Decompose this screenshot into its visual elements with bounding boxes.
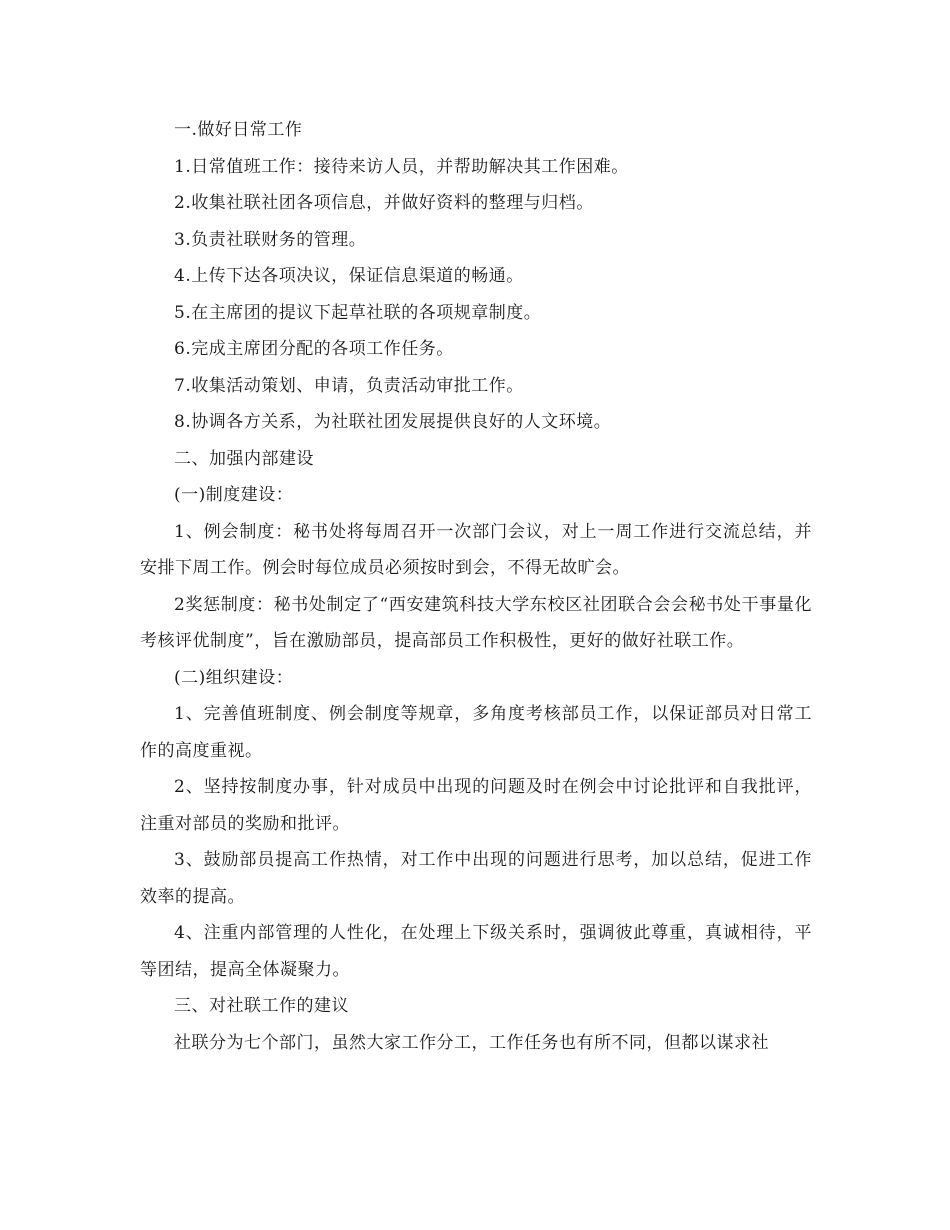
subsection-heading-organization: (二)组织建设： xyxy=(174,667,294,688)
list-item: 5.在主席团的提议下起草社联的各项规章制度。 xyxy=(174,302,542,323)
paragraph: 社联分为七个部门，虽然大家工作分工，工作任务也有所不同，但都以谋求社 xyxy=(174,1032,769,1053)
section-heading-daily-work: 一.做好日常工作 xyxy=(174,120,303,140)
list-item: 8.协调各方关系，为社联社团发展提供良好的人文环境。 xyxy=(174,412,612,432)
list-item: 6.完成主席团分配的各项工作任务。 xyxy=(174,339,454,359)
section-heading-internal-construction: 二、加强内部建设 xyxy=(174,448,314,469)
paragraph: 3、鼓励部员提高工作热情，对工作中出现的问题进行思考，加以总结，促进工作效率的提高。 xyxy=(140,850,812,907)
list-item: 7.收集活动策划、申请，负责活动审批工作。 xyxy=(174,375,524,396)
paragraph: 2、坚持按制度办事，针对成员中出现的问题及时在例会中讨论批评和自我批评，注重对部员的奖励和批评。 xyxy=(140,777,812,834)
paragraph: 4、注重内部管理的人性化，在处理上下级关系时，强调彼此尊重，真诚相待，平等团结，提高全体凝聚力。 xyxy=(140,923,812,980)
list-item: 2.收集社联社团各项信息，并做好资料的整理与归档。 xyxy=(174,193,594,213)
list-item: 1.日常值班工作：接待来访人员，并帮助解决其工作困难。 xyxy=(174,156,629,177)
paragraph: 2奖惩制度：秘书处制定了“西安建筑科技大学东校区社团联合会会秘书处干事量化考核评优制度”，旨在激励部员，提高部员工作积极性，更好的做好社联工作。 xyxy=(140,594,812,651)
section-heading-suggestions: 三、对社联工作的建议 xyxy=(174,996,349,1016)
document-body xyxy=(140,112,812,1061)
list-item: 4.上传下达各项决议，保证信息渠道的畅通。 xyxy=(174,266,524,286)
subsection-heading-system: (一)制度建设： xyxy=(174,485,294,505)
paragraph: 1、例会制度：秘书处将每周召开一次部门会议，对上一周工作进行交流总结，并安排下周工作。例会时每位成员必须按时到会，不得无故旷会。 xyxy=(140,521,812,578)
paragraph: 1、完善值班制度、例会制度等规章，多角度考核部员工作，以保证部员对日常工作的高度重视。 xyxy=(140,704,812,761)
list-item: 3.负责社联财务的管理。 xyxy=(174,229,367,250)
